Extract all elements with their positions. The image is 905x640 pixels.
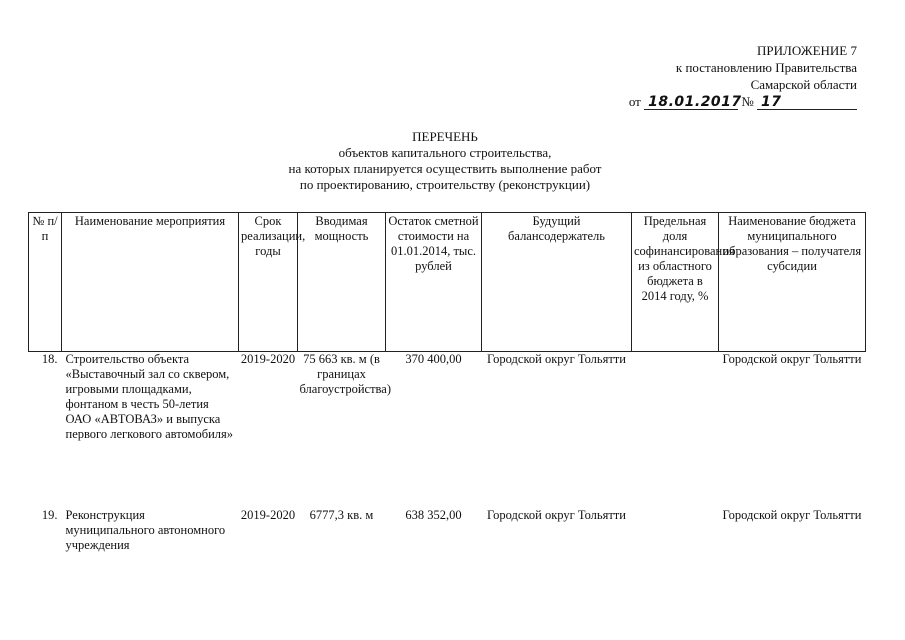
- row-name: Реконструкция муниципального автономного учреждения: [65, 508, 226, 552]
- row-holder: Городской округ Тольятти: [487, 508, 626, 522]
- header-name: Наименование мероприятия: [62, 213, 239, 352]
- handwritten-number: 17: [761, 94, 782, 110]
- header-number: № п/п: [29, 213, 62, 352]
- row-share: [632, 508, 719, 553]
- table-row: [29, 352, 866, 509]
- row-share: [632, 352, 719, 509]
- appendix-block: [629, 42, 857, 110]
- header-cost: Остаток сметной стоимости на 01.01.2014, тыс. рублей: [386, 213, 482, 352]
- table-header-row: [29, 213, 866, 352]
- row-name: Строительство объекта «Выставочный зал со сквером, игровыми площадками, фонтаном в честь 50-летия ОАО «АВТОВАЗ» и выпуска первого легкового автомобиля»: [65, 352, 233, 441]
- handwritten-date: 18.01.2017: [648, 94, 742, 110]
- row-capacity: 75 663 кв. м (в границах благоустройства): [299, 352, 391, 396]
- row-budget: Городской округ Тольятти: [722, 352, 862, 366]
- heading-line-3: по проектированию, строительству (реконструкции): [299, 177, 591, 192]
- row-number: 18.: [41, 352, 58, 366]
- row-term: 2019-2020: [240, 352, 296, 366]
- date-field: [644, 94, 742, 110]
- row-budget: Городской округ Тольятти: [722, 508, 862, 522]
- heading-title: ПЕРЕЧЕНЬ: [412, 129, 478, 144]
- header-capacity: Вводимая мощность: [298, 213, 386, 352]
- row-term: 2019-2020: [240, 508, 296, 522]
- table-row: [29, 508, 866, 553]
- objects-table: [28, 212, 866, 553]
- appendix-title: ПРИЛОЖЕНИЕ 7: [757, 43, 857, 58]
- number-label: №: [741, 94, 754, 109]
- row-holder: Городской округ Тольятти: [487, 352, 626, 366]
- header-budget: Наименование бюджета муниципального образования – получателя субсидии: [719, 213, 866, 352]
- header-term: Срок реализации, годы: [239, 213, 298, 352]
- row-capacity: 6777,3 кв. м: [309, 508, 374, 522]
- row-number: 19.: [41, 508, 58, 522]
- appendix-line-2: Самарской области: [750, 77, 857, 92]
- appendix-line-1: к постановлению Правительства: [675, 60, 857, 75]
- row-cost: 638 352,00: [405, 508, 462, 522]
- document-heading: [205, 129, 685, 193]
- appendix-date-number-line: [629, 93, 857, 110]
- number-field: [757, 95, 857, 110]
- header-holder: Будущий балансодержатель: [482, 213, 632, 352]
- heading-line-1: объектов капитального строительства,: [338, 145, 552, 160]
- header-share: Предельная доля софинансирования из областного бюджета в 2014 году, %: [632, 213, 719, 352]
- heading-line-2: на которых планируется осуществить выполнение работ: [288, 161, 602, 176]
- from-label: от: [628, 94, 641, 109]
- row-cost: 370 400,00: [405, 352, 462, 366]
